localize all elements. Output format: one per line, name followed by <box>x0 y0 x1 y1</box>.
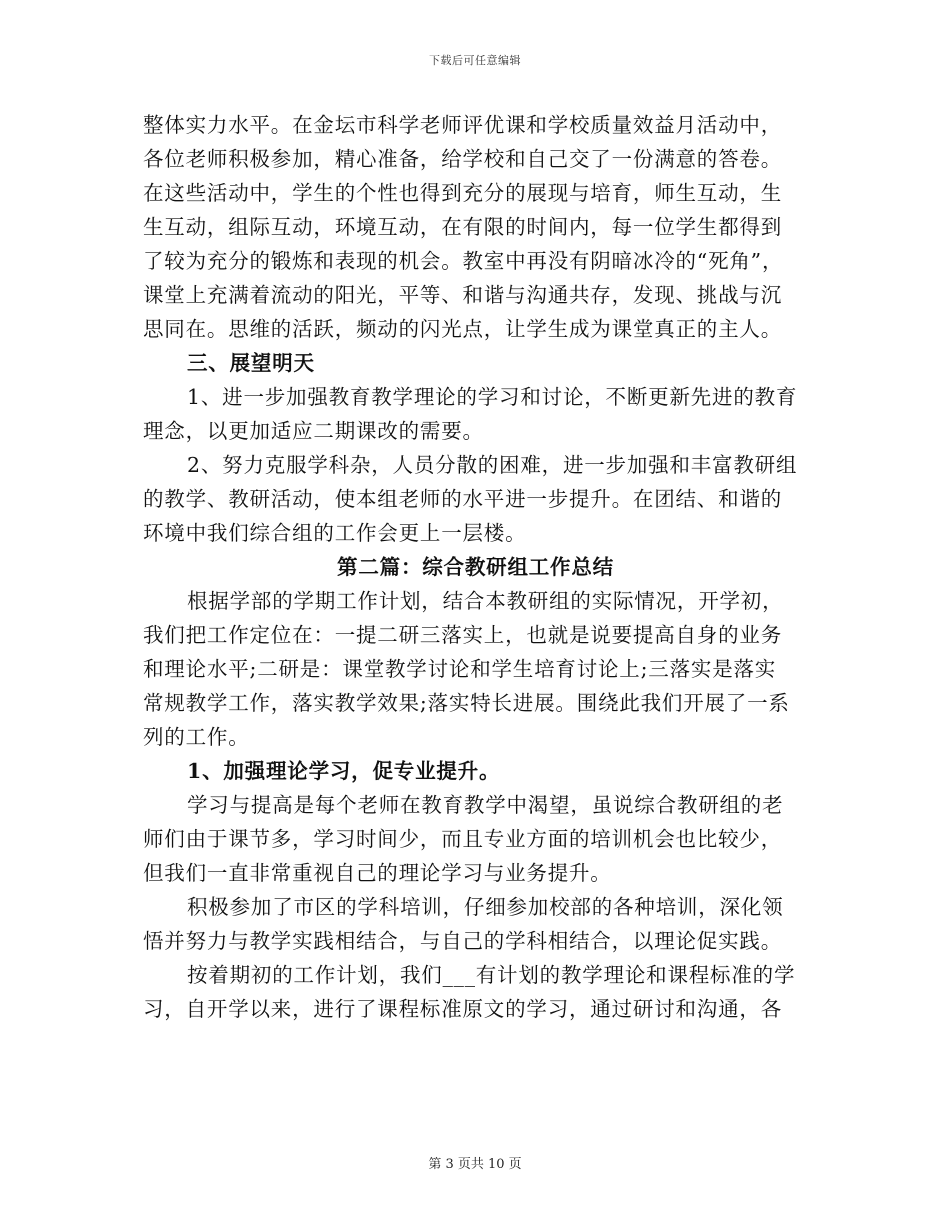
text-line: 2、努力克服学科杂，人员分散的困难，进一步加强和丰富教研组 <box>187 453 798 477</box>
page-header: 下载后可任意编辑 <box>429 54 521 67</box>
text-line: 和理论水平;二研是：课堂教学讨论和学生培育讨论上;三落实是落实 <box>143 657 777 681</box>
section-heading: 三、展望明天 <box>187 351 315 375</box>
text-line: 列的工作。 <box>143 725 250 749</box>
text-line: 生互动，组际互动，环境互动，在有限的时间内，每一位学生都得到 <box>143 215 782 239</box>
text-line: 环境中我们综合组的工作会更上一层楼。 <box>143 521 527 545</box>
text-line: 根据学部的学期工作计划，结合本教研组的实际情况，开学初， <box>187 589 784 613</box>
text-line: 悟并努力与教学实践相结合，与自己的学科相结合，以理论促实践。 <box>143 929 782 953</box>
article-title: 第二篇：综合教研组工作总结 <box>337 555 614 579</box>
text-line: 在这些活动中，学生的个性也得到充分的展现与培育，师生互动，生 <box>143 181 782 205</box>
text-line: 常规教学工作，落实教学效果;落实特长进展。围绕此我们开展了一系 <box>143 691 790 715</box>
text-line: 的教学、教研活动，使本组老师的水平进一步提升。在团结、和谐的 <box>143 487 782 511</box>
text-line: 1、进一步加强教育教学理论的学习和讨论，不断更新先进的教育 <box>187 385 798 409</box>
text-line: 按着期初的工作计划，我们___有计划的教学理论和课程标准的学 <box>187 963 796 987</box>
section-heading: 1、加强理论学习，促专业提升。 <box>187 759 501 783</box>
text-line: 但我们一直非常重视自己的理论学习与业务提升。 <box>143 861 612 885</box>
text-line: 各位老师积极参加，精心准备，给学校和自己交了一份满意的答卷。 <box>143 147 782 171</box>
text-line: 课堂上充满着流动的阳光，平等、和谐与沟通共存，发现、挑战与沉 <box>143 283 782 307</box>
text-line: 理念，以更加适应二期课改的需要。 <box>143 419 484 443</box>
text-line: 整体实力水平。在金坛市科学老师评优课和学校质量效益月活动中， <box>143 113 782 137</box>
text-line: 思同在。思维的活跃，频动的闪光点，让学生成为课堂真正的主人。 <box>143 317 782 341</box>
text-line: 了较为充分的锻炼和表现的机会。教室中再没有阴暗冰冷的“死角”， <box>143 249 784 273</box>
page-footer: 第 3 页共 10 页 <box>428 1157 522 1172</box>
text-line: 习，自开学以来，进行了课程标准原文的学习，通过研讨和沟通，各 <box>143 997 782 1021</box>
text-line: 积极参加了市区的学科培训，仔细参加校部的各种培训，深化领 <box>187 895 784 919</box>
document-body <box>143 108 808 1026</box>
text-line: 学习与提高是每个老师在教育教学中渴望，虽说综合教研组的老 <box>187 793 784 817</box>
text-line: 师们由于课节多，学习时间少，而且专业方面的培训机会也比较少， <box>143 827 782 851</box>
text-line: 我们把工作定位在：一提二研三落实上，也就是说要提高自身的业务 <box>143 623 782 647</box>
